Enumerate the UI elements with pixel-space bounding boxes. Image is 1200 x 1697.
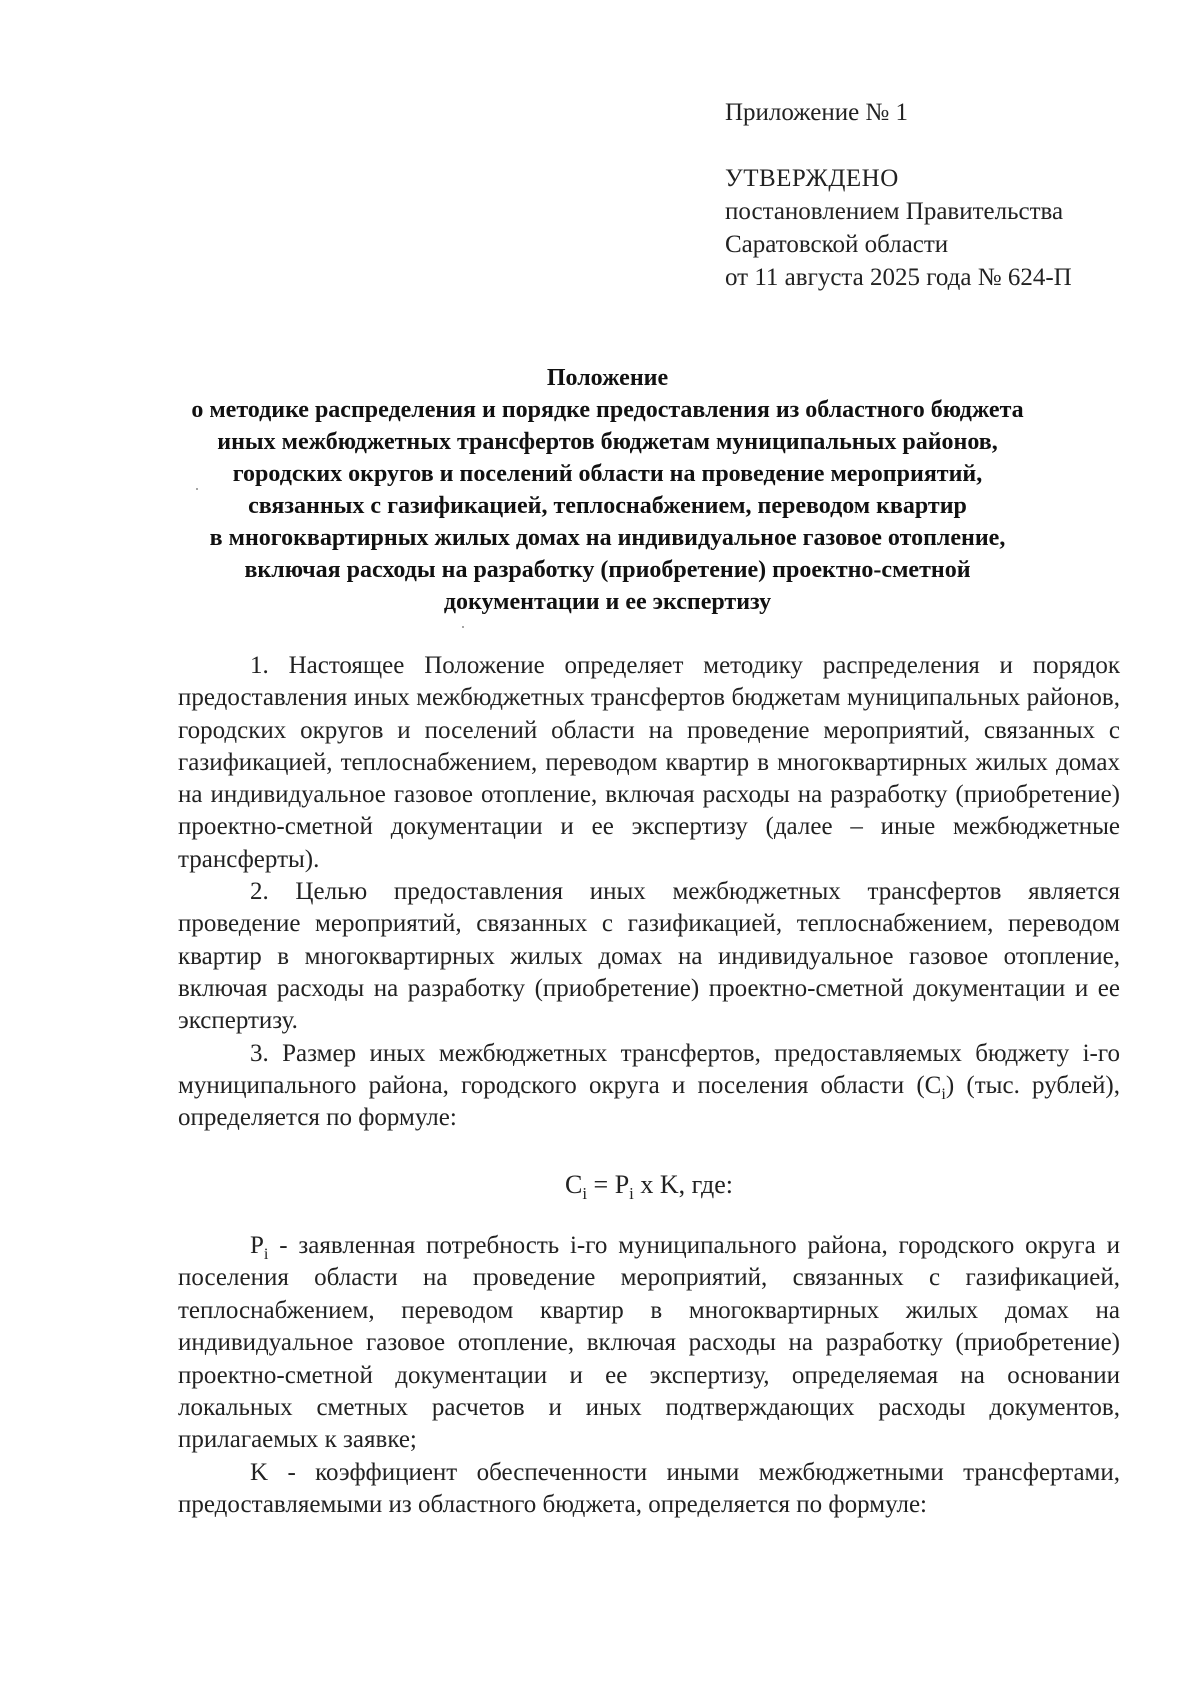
title-line: в многоквартирных жилых домах на индивидуальное газовое отопление, bbox=[209, 525, 1006, 551]
paragraph-3-subscript: i bbox=[941, 1084, 946, 1103]
appendix-label: Приложение № 1 bbox=[725, 99, 909, 126]
title-line: иных межбюджетных трансфертов бюджетам муниципальных районов, bbox=[217, 429, 998, 455]
paragraph-3-start: 3. Размер иных межбюджетных трансфертов, предоставляемых бюджету i-го муниципального района, городского округа и поселения области (C bbox=[178, 1039, 1120, 1099]
pi-text: - заявленная потребность i-го муниципального района, городского округа и поселения области на проведение мероприятий, связанных с газификацией, теплоснабжением, переводом квартир в многоквартирных жилых домах на индивидуальное газовое отопление, включая расходы на разработку (приобретение) проектно-сметной документации и ее экспертизу, определяемая на основании локальных сметных расчетов и иных подтверждающих расходы документов, прилагаемых к заявке; bbox=[178, 1232, 1120, 1454]
definition-pi bbox=[178, 1230, 1120, 1457]
title-line: связанных с газификацией, теплоснабжением, переводом квартир bbox=[248, 493, 967, 519]
scan-speck bbox=[196, 488, 198, 490]
paragraph-3-end: ) (тыс. рублей), определяется по формуле: bbox=[178, 1071, 1121, 1132]
title-line: о методике распределения и порядке предоставления из областного бюджета bbox=[191, 397, 1024, 423]
title-line: включая расходы на разработку (приобретение) проектно-сметной bbox=[244, 557, 971, 583]
approval-block bbox=[725, 96, 1072, 294]
formula-p-subscript: i bbox=[629, 1184, 634, 1204]
pi-subscript: i bbox=[263, 1245, 269, 1263]
formula-c-subscript: i bbox=[582, 1184, 588, 1204]
title-line: документации и ее экспертизу bbox=[443, 589, 772, 615]
formula-eq-p: = P bbox=[587, 1170, 630, 1199]
title-heading: Положение bbox=[546, 365, 669, 391]
title-line: городских округов и поселений области на проведение мероприятий, bbox=[232, 461, 983, 487]
paragraph-3 bbox=[178, 1038, 1120, 1135]
formula-rest: x K, где: bbox=[633, 1170, 733, 1199]
body-paragraphs bbox=[178, 650, 1120, 1134]
approval-line-2: Саратовской области bbox=[725, 231, 949, 258]
approval-line-1: постановлением Правительства bbox=[725, 198, 1064, 225]
formula-c: C bbox=[564, 1170, 583, 1199]
formula-ci bbox=[178, 1168, 1120, 1202]
scan-speck bbox=[462, 626, 464, 628]
paragraph-2: 2. Целью предоставления иных межбюджетных трансфертов является проведение мероприятий, связанных с газификацией, теплоснабжением, переводом квартир в многоквартирных жилых домах на индивидуальное газовое отопление, включая расходы на разработку (приобретение) проектно-сметной документации и ее экспертизу. bbox=[178, 878, 1120, 1035]
definitions bbox=[178, 1230, 1120, 1522]
document-title bbox=[170, 362, 1045, 618]
approval-date-number: от 11 августа 2025 года № 624-П bbox=[725, 264, 1072, 291]
approved-stamp-text: УТВЕРЖДЕНО bbox=[725, 165, 899, 192]
pi-symbol: P bbox=[250, 1232, 264, 1259]
paragraph-1: 1. Настоящее Положение определяет методику распределения и порядок предоставления иных межбюджетных трансфертов бюджетам муниципальных районов, городских округов и поселений области на проведение мероприятий, связанных с газификацией, теплоснабжением, переводом квартир в многоквартирных жилых домах на индивидуальное газовое отопление, включая расходы на разработку (приобретение) проектно-сметной документации и ее экспертизу (далее – иные межбюджетные трансферты). bbox=[178, 652, 1120, 873]
definition-k: K - коэффициент обеспеченности иными межбюджетными трансфертами, предоставляемыми из областного бюджета, определяется по формуле: bbox=[178, 1458, 1120, 1519]
